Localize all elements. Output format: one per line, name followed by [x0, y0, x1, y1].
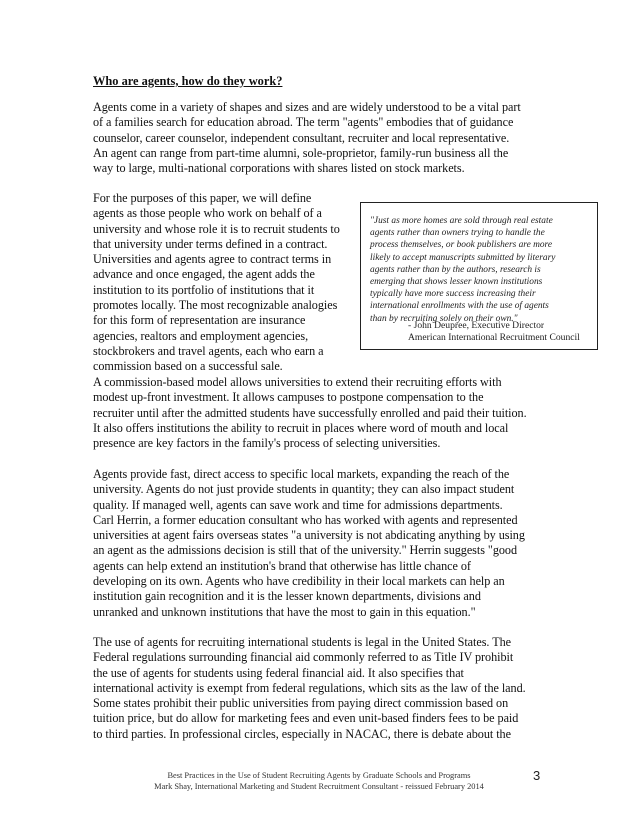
footer-author: Mark Shay, International Marketing and Student Recruitment Consultant - reissued February 2014 — [154, 782, 484, 792]
text-line: agents as those people who work on behalf of a — [93, 206, 322, 221]
quote-line: agents rather than by the authors, research is — [370, 264, 541, 275]
text-line: to third parties. In professional circles, especially in NACAC, there is debate about the — [93, 726, 511, 741]
text-line: Agents come in a variety of shapes and sizes and are widely understood to be a vital part — [93, 100, 521, 114]
footer-title: Best Practices in the Use of Student Recruiting Agents by Graduate Schools and Programs — [167, 771, 471, 780]
page-number: 3 — [533, 768, 541, 783]
text-line: An agent can range from part-time alumni, sole-proprietor, family-run business all the — [93, 145, 509, 160]
text-line: For the purposes of this paper, we will define — [93, 191, 312, 205]
text-line: an agent as the admissions decision is still that of the university." Herrin suggests "good — [93, 543, 518, 558]
section-heading: Who are agents, how do they work? — [93, 74, 283, 88]
text-line: unranked and unknown institutions that have the most to gain in this equation." — [93, 604, 476, 619]
text-line: agencies, realtors and employment agencies, — [93, 328, 309, 343]
attribution-name: - John Deupree, Executive Director — [408, 320, 545, 331]
text-line: It also offers institutions the ability to recruit in places where word of mouth and local — [93, 420, 509, 435]
quote-line: than by recruiting solely on their own." — [370, 313, 518, 324]
text-line: quality. If managed well, agents can save work and time for admissions departments. — [93, 497, 503, 512]
quote-line: "Just as more homes are sold through real estate — [370, 216, 553, 226]
quote-line: typically have more success increasing their — [370, 289, 536, 300]
text-line: recruiter until after the admitted students have successfully enrolled and paid their tuition. — [93, 405, 527, 420]
text-line: The use of agents for recruiting international students is legal in the United States. The — [93, 635, 512, 649]
text-line: that university under terms defined in a contract. — [93, 236, 328, 251]
text-line: institution gain recognition and it is the lesser known departments, divisions and — [93, 589, 481, 604]
text-line: counselor, career counselor, independent consultant, recruiter and local representative. — [93, 130, 510, 145]
text-line: promotes locally. The most recognizable analogies — [93, 298, 338, 313]
text-line: institution to its portfolio of institutions that it — [93, 282, 315, 297]
text-line: modest up-front investment. It allows campuses to postpone compensation to the — [93, 390, 484, 405]
text-line: agents can help extend an institution's brand that otherwise has little chance of — [93, 558, 471, 573]
text-line: stockbrokers and travel agents, each who earn a — [93, 343, 324, 358]
text-line: of a families search for education abroad. The term "agents" embodies that of guidance — [93, 115, 514, 130]
pull-quote-box — [360, 202, 598, 350]
pull-quote-text — [370, 215, 555, 325]
text-line: tuition price, but do allow for marketing fees and even unit-based finders fees to be paid — [93, 711, 519, 726]
paragraph-definition — [93, 191, 340, 375]
text-line: presence are key factors in the family's process of selecting universities. — [93, 436, 441, 451]
paragraph-legal-context — [93, 635, 526, 742]
quote-line: international enrollments with the use of agents — [370, 301, 549, 312]
page-footer — [0, 770, 638, 792]
text-line: Universities and agents agree to contract terms in — [93, 252, 332, 267]
text-line: universities at agent fairs overseas states "a university is not abdicating anything by using — [93, 528, 525, 543]
quote-line: likely to accept manuscripts submitted by literary — [370, 252, 556, 263]
paragraph-market-access — [93, 467, 525, 620]
text-line: Carl Herrin, a former education consultant who has worked with agents and represented — [93, 512, 518, 527]
text-line: way to large, multi-national corporations with shares listed on stock markets. — [93, 161, 465, 176]
text-line: university and whose role it is to recruit students to — [93, 221, 340, 236]
quote-attribution — [408, 320, 580, 344]
quote-line: agents rather than owners trying to handle the — [370, 228, 545, 239]
paragraph-commission-model — [93, 375, 527, 451]
text-line: Agents provide fast, direct access to specific local markets, expanding the reach of the — [93, 467, 510, 481]
text-line: A commission-based model allows universities to extend their recruiting efforts with — [93, 375, 502, 389]
text-line: international activity is exempt from federal regulations, which sits as the law of the land. — [93, 680, 526, 695]
text-line: the use of agents for students using federal financial aid. It also specifies that — [93, 665, 464, 680]
text-line: university. Agents do not just provide students in quantity; they can also impact student — [93, 482, 515, 497]
text-line: Some states prohibit their public universities from paying direct commission based on — [93, 696, 509, 711]
quote-line: process themselves, or book publishers are more — [370, 240, 553, 251]
text-line: for this form of representation are insurance — [93, 313, 306, 328]
text-line: developing on its own. Agents who have credibility in their local markets can help an — [93, 574, 505, 589]
text-line: commission based on a successful sale. — [93, 359, 283, 374]
text-line: Federal regulations surrounding financial aid commonly referred to as Title IV prohibit — [93, 650, 514, 665]
paragraph-intro — [93, 100, 521, 176]
text-line: advance and once engaged, the agent adds the — [93, 267, 315, 282]
quote-line: emerging that shows lesser known institutions — [370, 277, 543, 288]
attribution-org: American International Recruitment Council — [408, 331, 580, 343]
